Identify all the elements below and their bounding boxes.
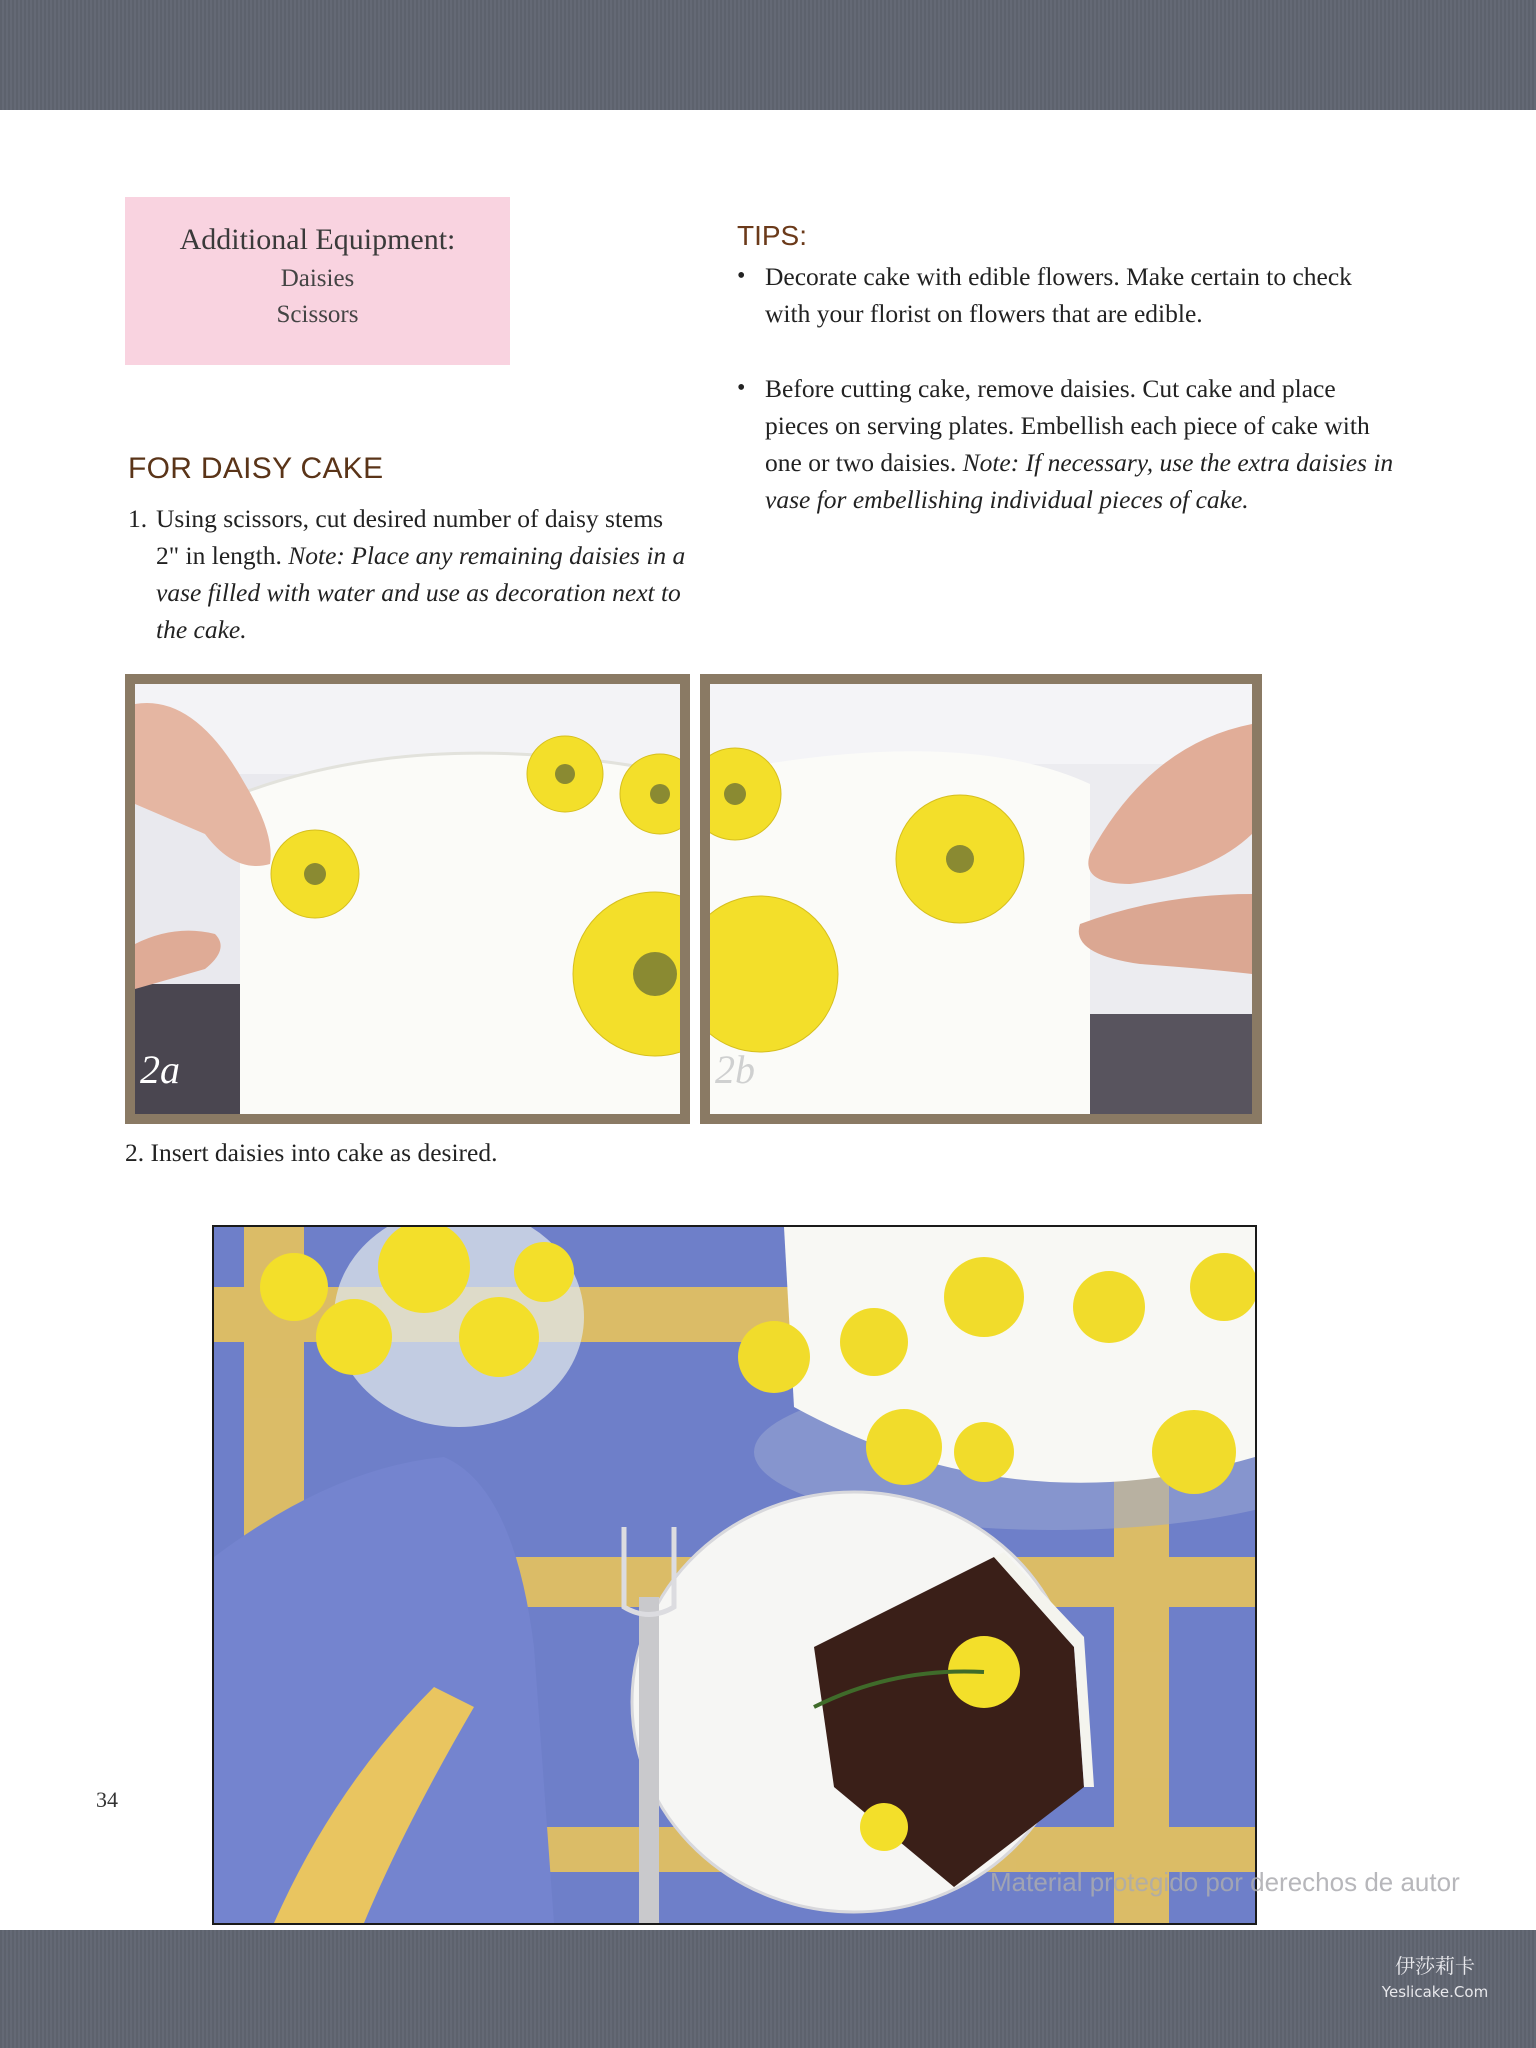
photo-step-2a [125,674,690,1124]
tip-text: Decorate cake with edible flowers. Make certain to check with your florist on flowers that are edible. [765,262,1352,328]
step-note: Note: Place any remaining daisies in a vase filled with water and use as decoration next to the cake. [156,541,686,644]
tip-item [735,370,1395,518]
section-heading: FOR DAISY CAKE [128,452,384,485]
viewer-bottom-bar [0,1930,1536,2048]
finished-cake-photo [212,1225,1257,1925]
tip-note: Note: If necessary, use the extra daisies in vase for embellishing individual pieces of cake. [765,448,1394,514]
viewer-top-bar [0,0,1536,110]
photo-2a-image [135,684,680,1114]
brand-site-text: Yeslicake.Com [1381,1983,1489,2001]
photo-2b-image [710,684,1252,1114]
photo-step-2b [700,674,1262,1124]
equipment-box [125,197,510,365]
tips-list [735,258,1395,556]
step-text: Using scissors, cut desired number of daisy stems 2" in length. [156,504,664,570]
equipment-item: Scissors [276,301,359,328]
tip-item [735,258,1395,332]
tips-heading: TIPS: [737,220,808,251]
equipment-title: Additional Equipment: [179,223,456,256]
tip-text: Before cutting cake, remove daisies. Cut cake and place pieces on serving plates. Embellish each piece of cake with one or two daisies. [765,374,1370,477]
step-1 [128,500,688,648]
step-number: 1. [128,504,148,533]
photo-label-2b: 2b [715,1047,755,1092]
photo-label-2a: 2a [140,1047,180,1092]
finished-cake-image [214,1227,1255,1923]
step-2: 2. Insert daisies into cake as desired. [125,1138,498,1167]
brand-logo [1350,1950,1520,2001]
book-page [0,110,1536,1930]
brand-chinese-text: 伊莎莉卡 [1395,1954,1475,1978]
page-number: 34 [96,1787,118,1812]
equipment-item: Daisies [280,265,355,292]
copyright-watermark: Material protegido por derechos de autor [990,1867,1460,1897]
